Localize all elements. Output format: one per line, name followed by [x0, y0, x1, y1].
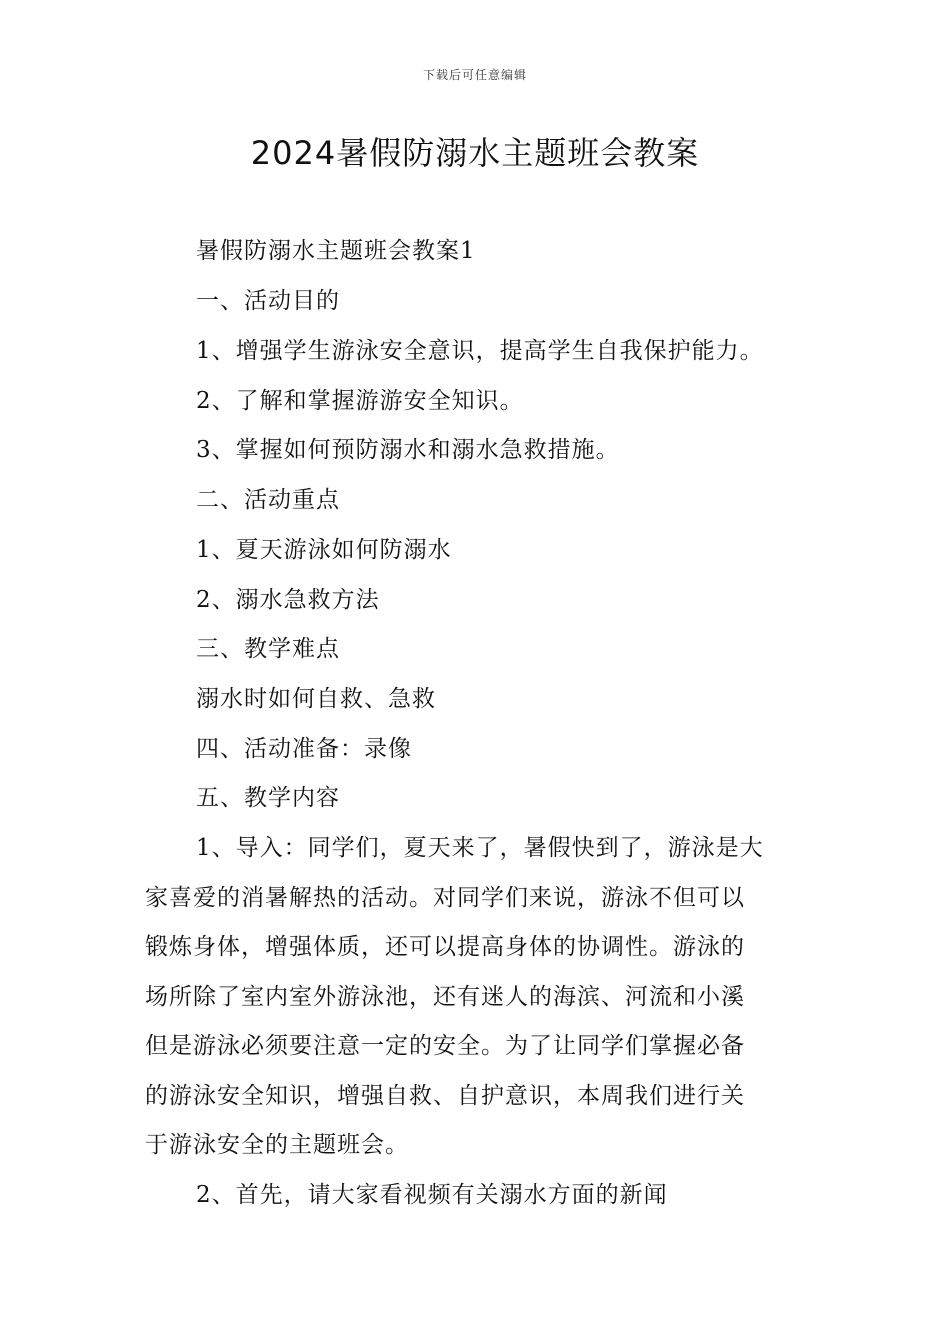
paragraph-line: 的游泳安全知识，增强自救、自护意识，本周我们进行关: [145, 1082, 745, 1109]
section-heading-focus: 二、活动重点: [196, 487, 340, 513]
section-heading-difficulty: 三、教学难点: [196, 636, 340, 662]
lesson-plan-subtitle: 暑假防溺水主题班会教案1: [196, 238, 476, 264]
paragraph-line: 1、导入：同学们，夏天来了，暑假快到了，游泳是大: [196, 835, 764, 861]
paragraph-line: 场所除了室内室外游泳池，还有迷人的海滨、河流和小溪: [145, 983, 745, 1010]
header-note: 下载后可任意编辑: [422, 68, 527, 82]
content-paragraph-1: [145, 824, 807, 1171]
document-title: 2024暑假防溺水主题班会教案: [250, 134, 700, 172]
difficulty-text: 溺水时如何自救、急救: [196, 686, 436, 712]
paragraph-line: 家喜爱的消暑解热的活动。对同学们来说，游泳不但可以: [145, 884, 745, 911]
paragraph-line: 但是游泳必须要注意一定的安全。为了让同学们掌握必备: [145, 1033, 745, 1059]
focus-item-1: 1、夏天游泳如何防溺水: [196, 537, 452, 563]
paragraph-line: 于游泳安全的主题班会。: [145, 1132, 409, 1158]
goal-item-2: 2、了解和掌握游游安全知识。: [196, 388, 524, 414]
focus-item-2: 2、溺水急救方法: [196, 587, 380, 613]
section-heading-preparation: 四、活动准备：录像: [196, 736, 412, 762]
section-heading-content: 五、教学内容: [196, 785, 340, 811]
section-heading-goals: 一、活动目的: [196, 288, 340, 314]
goal-item-1: 1、增强学生游泳安全意识，提高学生自我保护能力。: [196, 338, 764, 364]
goal-item-3: 3、掌握如何预防溺水和溺水急救措施。: [196, 437, 620, 463]
paragraph-line: 锻炼身体，增强体质，还可以提高身体的协调性。游泳的: [145, 934, 745, 960]
content-paragraph-2: 2、首先，请大家看视频有关溺水方面的新闻: [196, 1182, 668, 1208]
